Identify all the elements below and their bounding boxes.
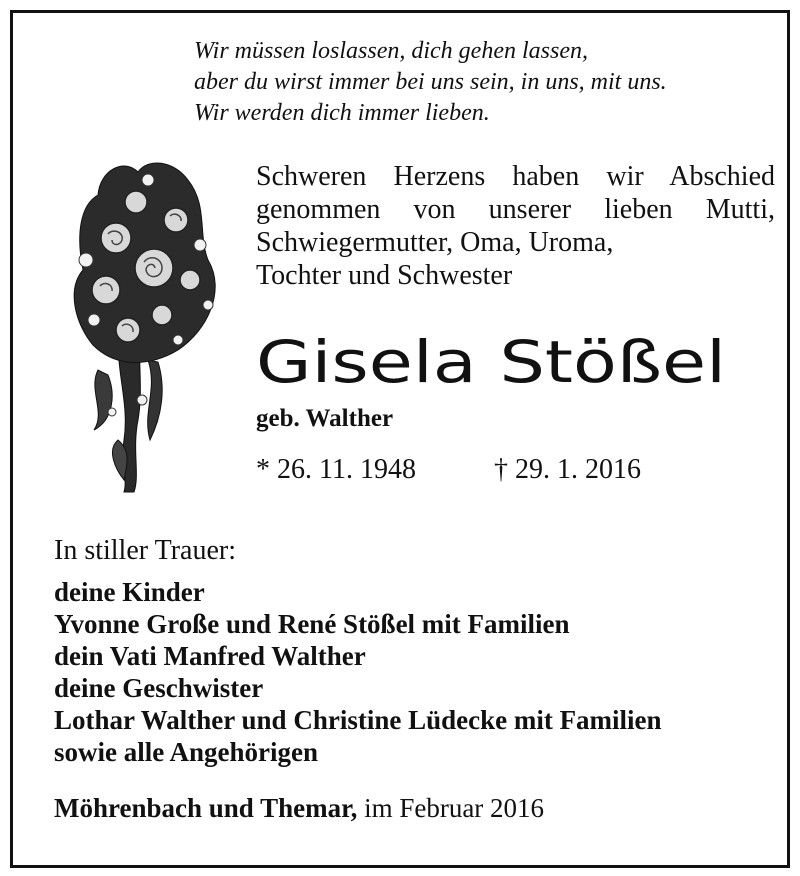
birth-date: * 26. 11. 1948: [256, 454, 416, 485]
intro-line: Schweren Herzens haben wir Abschied: [256, 161, 775, 192]
mourner-line: deine Kinder: [54, 577, 205, 607]
intro-text: [256, 160, 776, 292]
death-date: † 29. 1. 2016: [494, 454, 641, 485]
place-and-date: [54, 793, 544, 824]
poem-line: Wir müssen loslassen, dich gehen lassen,: [194, 38, 588, 64]
intro-line: Schwiegermutter, Oma, Uroma,: [256, 227, 614, 258]
svg-text:Gisela Stößel: Gisela Stößel: [256, 328, 726, 396]
mourner-line: Yvonne Große und René Stößel mit Familien: [54, 609, 570, 639]
mourner-line: sowie alle Angehörigen: [54, 737, 318, 767]
deceased-name: [254, 328, 734, 398]
date: im Februar 2016: [364, 793, 545, 823]
mourners-list: [54, 576, 662, 768]
poem: [194, 36, 754, 129]
poem-line: aber du wirst immer bei uns sein, in uns, mit uns.: [194, 69, 667, 95]
flower-bouquet-icon: [58, 150, 233, 500]
birth-name: geb. Walther: [256, 405, 394, 432]
place: Möhrenbach und Themar,: [54, 793, 358, 823]
mourner-line: dein Vati Manfred Walther: [54, 641, 366, 671]
mourning-label: In stiller Trauer:: [54, 535, 236, 566]
intro-line: genommen von unserer lieben Mutti,: [256, 194, 775, 225]
mourner-line: deine Geschwister: [54, 673, 264, 703]
poem-line: Wir werden dich immer lieben.: [194, 100, 490, 126]
mourner-line: Lothar Walther und Christine Lüdecke mit Familien: [54, 705, 662, 735]
intro-line: Tochter und Schwester: [256, 260, 513, 291]
